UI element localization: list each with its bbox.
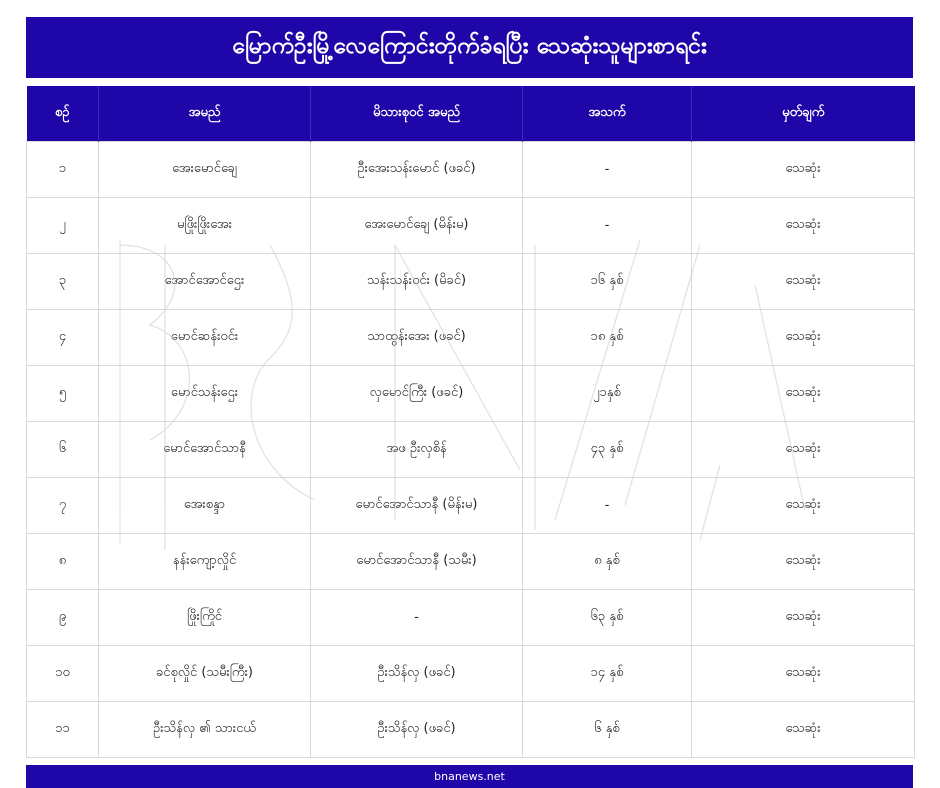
cell-age: - xyxy=(523,478,692,534)
table-row xyxy=(27,310,915,366)
cell-name: အေးစန္ဒာ xyxy=(99,478,311,534)
cell-name: မောင်ဆန်းဝင်း xyxy=(99,310,311,366)
table-row xyxy=(27,198,915,254)
cell-remark: သေဆုံး xyxy=(692,142,915,198)
cell-age: ၁၆ နှစ် xyxy=(523,254,692,310)
table-body xyxy=(27,142,915,758)
cell-name: အေးမောင်ချေ xyxy=(99,142,311,198)
cell-name: အောင်အောင်ဌေး xyxy=(99,254,311,310)
table-row xyxy=(27,254,915,310)
cell-no: ၉ xyxy=(27,590,99,646)
cell-no: ၁ xyxy=(27,142,99,198)
cell-name: ဦးသိန်လှ ၏ သားငယ် xyxy=(99,702,311,758)
table-row xyxy=(27,478,915,534)
column-header-family-member: မိသားစုဝင် အမည် xyxy=(311,86,523,142)
cell-family-member: မောင်အောင်သာနီ (မိန်းမ) xyxy=(311,478,523,534)
cell-no: ၆ xyxy=(27,422,99,478)
column-header-name: အမည် xyxy=(99,86,311,142)
cell-remark: သေဆုံး xyxy=(692,366,915,422)
cell-age: ၈ နှစ် xyxy=(523,534,692,590)
footer-website[interactable]: bnanews.net xyxy=(26,765,913,788)
cell-remark: သေဆုံး xyxy=(692,478,915,534)
cell-name: ဖြိုးကြိုင် xyxy=(99,590,311,646)
cell-no: ၃ xyxy=(27,254,99,310)
cell-no: ၅ xyxy=(27,366,99,422)
cell-remark: သေဆုံး xyxy=(692,590,915,646)
cell-family-member: - xyxy=(311,590,523,646)
cell-remark: သေဆုံး xyxy=(692,534,915,590)
cell-family-member: အေးမောင်ချေ (မိန်းမ) xyxy=(311,198,523,254)
cell-no: ၇ xyxy=(27,478,99,534)
cell-name: မောင်အောင်သာနီ xyxy=(99,422,311,478)
cell-family-member: လှမောင်ကြီး (ဖခင်) xyxy=(311,366,523,422)
cell-name: နန်းကျော့လှိုင် xyxy=(99,534,311,590)
table-row xyxy=(27,422,915,478)
table-row xyxy=(27,590,915,646)
cell-name: မောင်သန်းဌေး xyxy=(99,366,311,422)
table-header-row xyxy=(27,86,915,142)
cell-no: ၄ xyxy=(27,310,99,366)
table-row xyxy=(27,142,915,198)
cell-family-member: မောင်အောင်သာနီ (သမီး) xyxy=(311,534,523,590)
column-header-no: စဥ် xyxy=(27,86,99,142)
cell-family-member: ဦးအေးသန်းမောင် (ဖခင်) xyxy=(311,142,523,198)
cell-no: ၂ xyxy=(27,198,99,254)
cell-remark: သေဆုံး xyxy=(692,254,915,310)
cell-family-member: အဖ ဦးလှစိန် xyxy=(311,422,523,478)
cell-no: ၈ xyxy=(27,534,99,590)
cell-family-member: ဦးသိန်လှ (ဖခင်) xyxy=(311,646,523,702)
cell-remark: သေဆုံး xyxy=(692,646,915,702)
cell-no: ၁၁ xyxy=(27,702,99,758)
cell-age: - xyxy=(523,198,692,254)
page-title: မြောက်ဦးမြို့လေကြောင်းတိုက်ခံရပြီး သေဆုံးသူများစာရင်း xyxy=(26,17,913,78)
table-row xyxy=(27,534,915,590)
cell-remark: သေဆုံး xyxy=(692,422,915,478)
cell-name: ခင်စုလှိုင် (သမီးကြီး) xyxy=(99,646,311,702)
cell-remark: သေဆုံး xyxy=(692,310,915,366)
cell-family-member: သန်းသန်းဝင်း (မိခင်) xyxy=(311,254,523,310)
column-header-remark: မှတ်ချက် xyxy=(692,86,915,142)
cell-age: ၁၄ နှစ် xyxy=(523,646,692,702)
casualty-table xyxy=(26,86,915,758)
cell-name: မဖြိုးဖြိုးအေး xyxy=(99,198,311,254)
cell-no: ၁၀ xyxy=(27,646,99,702)
cell-age: ၆၃ နှစ် xyxy=(523,590,692,646)
cell-age: ၄၃ နှစ် xyxy=(523,422,692,478)
table-row xyxy=(27,646,915,702)
table-row xyxy=(27,702,915,758)
column-header-age: အသက် xyxy=(523,86,692,142)
cell-family-member: ဦးသိန်လှ (ဖခင်) xyxy=(311,702,523,758)
cell-age: ၆ နှစ် xyxy=(523,702,692,758)
table-row xyxy=(27,366,915,422)
cell-remark: သေဆုံး xyxy=(692,702,915,758)
cell-age: - xyxy=(523,142,692,198)
cell-family-member: သာထွန်းအေး (ဖခင်) xyxy=(311,310,523,366)
cell-remark: သေဆုံး xyxy=(692,198,915,254)
cell-age: ၂၁နှစ် xyxy=(523,366,692,422)
cell-age: ၁၈ နှစ် xyxy=(523,310,692,366)
